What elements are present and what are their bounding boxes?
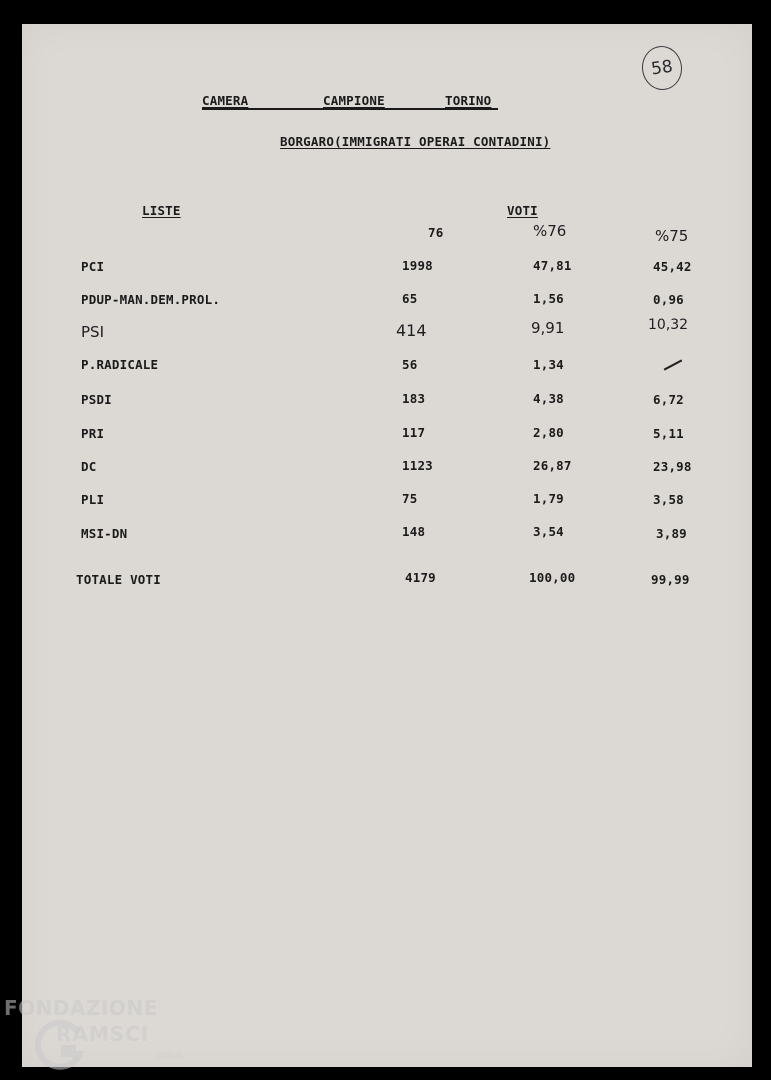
row-pdup-pct75: 0,96 [653, 292, 684, 307]
total-pct75: 99,99 [651, 572, 690, 587]
row-psdi-pct76: 4,38 [533, 391, 564, 406]
row-radicale-lista: P.RADICALE [81, 357, 159, 372]
header-rule [202, 108, 498, 110]
col-liste-header: LISTE [142, 203, 181, 218]
row-dc-voti: 1123 [402, 458, 433, 473]
header-camera: CAMERA [202, 93, 249, 108]
row-pli-pct75: 3,58 [653, 492, 684, 507]
row-msi-pct75: 3,89 [656, 526, 687, 541]
logo-line3: onlus [156, 1050, 183, 1061]
row-pci-pct75: 45,42 [653, 259, 692, 274]
row-pri-pct76: 2,80 [533, 425, 564, 440]
logo-line1: FONDAZIONE [4, 996, 158, 1020]
row-pci-pct76: 47,81 [533, 258, 572, 273]
row-radicale-pct76: 1,34 [533, 357, 564, 372]
row-dc-lista: DC [81, 459, 97, 474]
header-campione: CAMPIONE [323, 93, 385, 108]
row-msi-lista: MSI-DN [81, 526, 128, 541]
row-dc-pct76: 26,87 [533, 458, 572, 473]
row-pri-pct75: 5,11 [653, 426, 684, 441]
logo-line2: RAMSCI [56, 1022, 150, 1046]
row-radicale-voti: 56 [402, 357, 418, 372]
col-voti-header: VOTI [507, 203, 538, 218]
row-pci-lista: PCI [81, 259, 105, 274]
row-psdi-voti: 183 [402, 391, 426, 406]
row-pdup-voti: 65 [402, 291, 418, 306]
col-pct76-header: %76 [533, 222, 567, 240]
row-psdi-pct75: 6,72 [653, 392, 684, 407]
page-number: 58 [649, 56, 675, 80]
row-psi-pct75: 10,32 [648, 317, 689, 333]
row-pci-voti: 1998 [402, 258, 433, 273]
row-pli-lista: PLI [81, 492, 105, 507]
row-pdup-lista: PDUP-MAN.DEM.PROL. [81, 292, 221, 307]
fondazione-gramsci-logo [4, 996, 194, 1076]
col-76-header: 76 [428, 225, 444, 240]
total-pct76: 100,00 [529, 570, 576, 585]
row-psi-lista: PSI [81, 323, 104, 341]
row-pli-voti: 75 [402, 491, 418, 506]
document-page [22, 24, 752, 1067]
subtitle: BORGARO(IMMIGRATI OPERAI CONTADINI) [280, 134, 551, 149]
row-pri-voti: 117 [402, 425, 426, 440]
row-pli-pct76: 1,79 [533, 491, 564, 506]
col-pct75-header: %75 [655, 227, 689, 245]
row-dc-pct75: 23,98 [653, 459, 692, 474]
row-psi-voti: 414 [396, 321, 427, 340]
header-torino: TORINO [445, 93, 492, 108]
row-psdi-lista: PSDI [81, 392, 112, 407]
row-msi-pct76: 3,54 [533, 524, 564, 539]
row-msi-voti: 148 [402, 524, 426, 539]
total-voti: 4179 [405, 570, 436, 585]
row-pdup-pct76: 1,56 [533, 291, 564, 306]
total-lista: TOTALE VOTI [76, 572, 161, 587]
row-pri-lista: PRI [81, 426, 105, 441]
row-psi-pct76: 9,91 [531, 319, 565, 337]
